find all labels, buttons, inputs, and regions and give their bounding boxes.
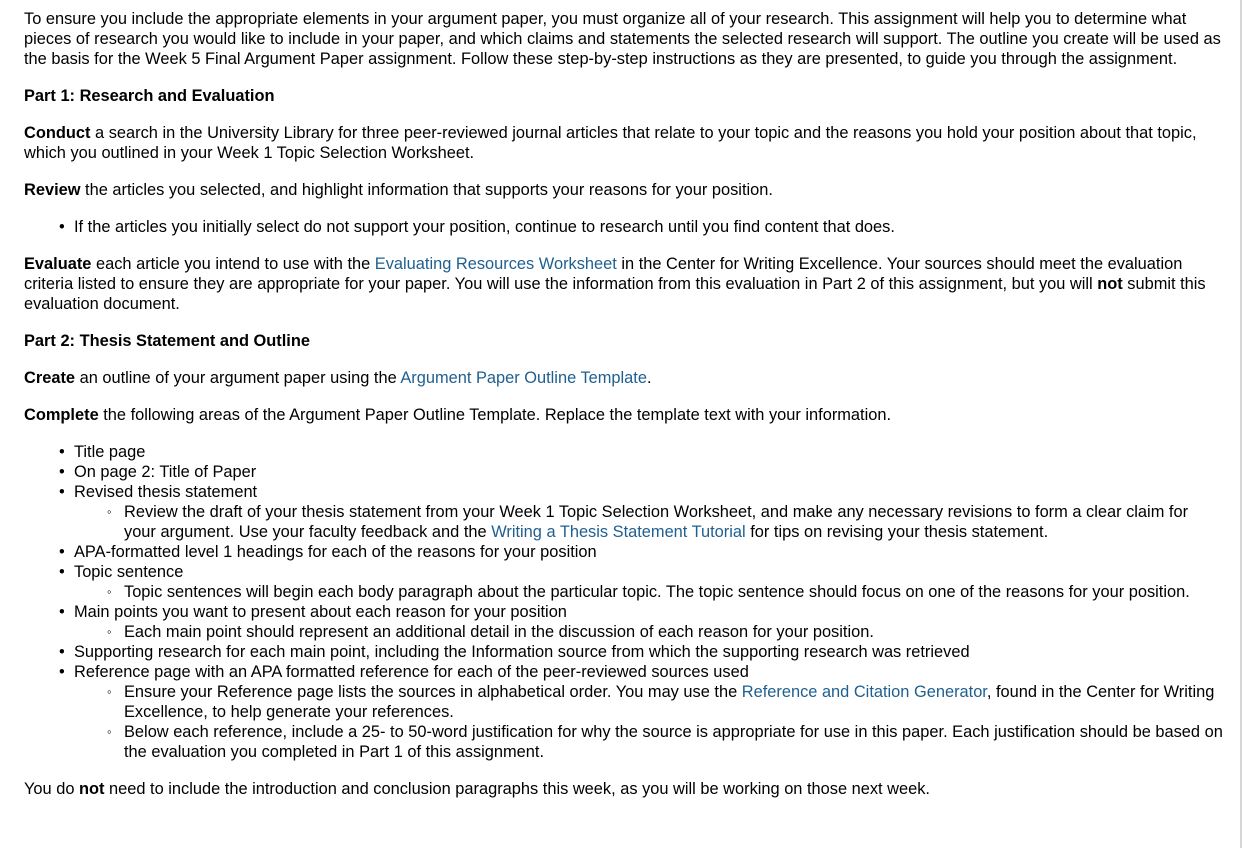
part1-heading: Part 1: Research and Evaluation: [24, 87, 275, 105]
evaluate-text-end: submit this evaluation document.: [24, 275, 1206, 313]
review-paragraph: [24, 180, 1224, 200]
main-points-label: Main points you want to present about each reason for your position: [74, 603, 567, 621]
closing-paragraph: [24, 779, 1224, 799]
closing-not: not: [79, 780, 105, 798]
topic-sentence-label: Topic sentence: [74, 563, 184, 581]
complete-paragraph: [24, 405, 1224, 425]
conduct-paragraph: [24, 123, 1224, 163]
assignment-instructions: [24, 9, 1224, 816]
evaluate-text-before: each article you intend to use with the: [91, 255, 375, 273]
revised-thesis-sublist: [74, 502, 1224, 542]
reference-citation-generator-link[interactable]: Reference and Citation Generator: [741, 683, 987, 701]
list-item: [124, 682, 1224, 722]
main-points-sublist: [74, 622, 1224, 642]
topic-sentence-sublist: [74, 582, 1224, 602]
part2-heading: Part 2: Thesis Statement and Outline: [24, 332, 310, 350]
create-verb: Create: [24, 369, 76, 387]
evaluate-verb: Evaluate: [24, 255, 92, 273]
complete-verb: Complete: [24, 406, 99, 424]
evaluate-not: not: [1097, 275, 1123, 293]
review-bullet-list: [24, 217, 1224, 237]
revised-thesis-sub-after: for tips on revising your thesis statement.: [745, 523, 1049, 541]
complete-text: the following areas of the Argument Paper Outline Template. Replace the template text with your information.: [98, 406, 892, 424]
reference-sub1-before: Ensure your Reference page lists the sources in alphabetical order. You may use the: [124, 683, 742, 701]
closing-before: You do: [24, 780, 79, 798]
list-item-main-points: [74, 602, 1224, 642]
list-item: ◦ Each main point should represent an additional detail in the discussion of each reason for your position.: [124, 622, 1224, 642]
reference-page-label: Reference page with an APA formatted reference for each of the peer-reviewed sources used: [74, 663, 749, 681]
list-item: • If the articles you initially select do not support your position, continue to research until you find content that does.: [74, 217, 1224, 237]
evaluate-paragraph: [24, 254, 1224, 314]
list-item-topic-sentence: [74, 562, 1224, 602]
list-item-reference-page: [74, 662, 1224, 762]
outline-areas-list: [24, 442, 1224, 762]
list-item-supporting-research: • Supporting research for each main point, including the Information source from which the supporting research was retrieved: [74, 642, 1224, 662]
reference-page-sublist: [74, 682, 1224, 762]
list-item: ◦ Topic sentences will begin each body paragraph about the particular topic. The topic sentence should focus on one of the reasons for your position.: [124, 582, 1224, 602]
create-text: an outline of your argument paper using the: [75, 369, 401, 387]
list-item-revised-thesis: [74, 482, 1224, 542]
review-text: the articles you selected, and highlight information that supports your reasons for your position.: [80, 181, 773, 199]
list-item-title-page: • Title page: [74, 442, 1224, 462]
revised-thesis-sub-before: Review the draft of your thesis statement from your Week 1 Topic Selection Worksheet, and make any necessary revisions to form a clear claim for your argument. Use your faculty feedback and the: [124, 503, 1189, 541]
evaluating-resources-worksheet-link[interactable]: Evaluating Resources Worksheet: [374, 255, 617, 273]
reference-sub1-after: , found in the Center for Writing Excellence, to help generate your references.: [124, 683, 1215, 721]
create-end: .: [646, 369, 652, 387]
list-item-apa-headings: • APA-formatted level 1 headings for each of the reasons for your position: [74, 542, 1224, 562]
closing-after: need to include the introduction and conclusion paragraphs this week, as you will be working on those next week.: [104, 780, 930, 798]
writing-thesis-statement-tutorial-link[interactable]: Writing a Thesis Statement Tutorial: [491, 523, 746, 541]
intro-paragraph: To ensure you include the appropriate elements in your argument paper, you must organize all of your research. This assignment will help you to determine what pieces of research you would like to include in your paper, and which claims and statements the selected research will support. The outline you create will be used as the basis for the Week 5 Final Argument Paper assignment. Follow these step-by-step instructions as they are presented, to guide you through the assignment.: [24, 10, 1221, 68]
review-verb: Review: [24, 181, 81, 199]
argument-paper-outline-template-link[interactable]: Argument Paper Outline Template: [400, 369, 647, 387]
list-item: [124, 502, 1224, 542]
list-item-page2: • On page 2: Title of Paper: [74, 462, 1224, 482]
list-item: ◦ Below each reference, include a 25- to 50-word justification for why the source is appropriate for use in this paper. Each justification should be based on the evaluation you completed in Part 1 of this assignment.: [124, 722, 1224, 762]
conduct-text: a search in the University Library for three peer-reviewed journal articles that relate to your topic and the reasons you hold your position about that topic, which you outlined in your Week 1 Topic Selection Worksheet.: [24, 124, 1197, 162]
revised-thesis-label: Revised thesis statement: [74, 483, 258, 501]
create-paragraph: [24, 368, 1224, 388]
conduct-verb: Conduct: [24, 124, 91, 142]
evaluate-text-after: in the Center for Writing Excellence. Your sources should meet the evaluation criteria listed to ensure they are appropriate for your paper. You will use the information from this evaluation in Part 2 of this assignment, but you will: [24, 255, 1183, 293]
